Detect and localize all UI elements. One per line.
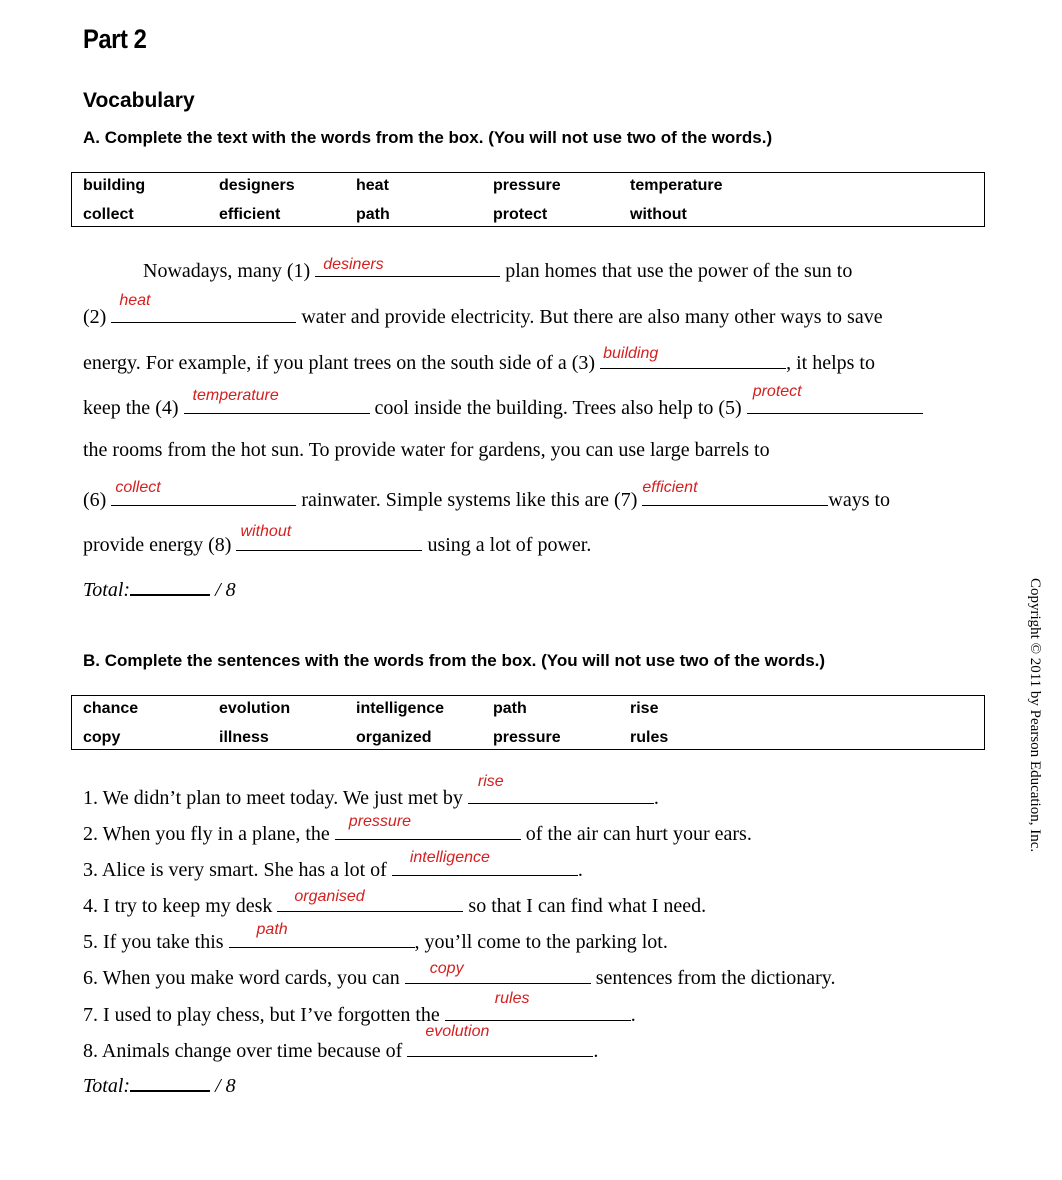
total-score-b: Total: / 8 bbox=[83, 1072, 236, 1098]
answer-blank[interactable] bbox=[405, 960, 591, 984]
part-title: Part 2 bbox=[83, 24, 147, 54]
section-b-instruction: B. Complete the sentences with the words from the box. (You will not use two of the words.) bbox=[83, 651, 826, 670]
sentence-6: 6. When you make word cards, you can copy sentences from the dictionary. bbox=[83, 960, 836, 989]
vocabulary-heading: Vocabulary bbox=[83, 89, 195, 112]
sentence-8: 8. Animals change over time because of evolution . bbox=[83, 1023, 599, 1062]
answer-blank[interactable] bbox=[392, 849, 578, 876]
box-word: pressure bbox=[493, 729, 561, 746]
box-word: illness bbox=[219, 729, 269, 746]
passage-line-2: (2) heat water and provide electricity. But there are also many other ways to save bbox=[83, 292, 883, 328]
answer-text: copy bbox=[429, 960, 464, 977]
box-word: copy bbox=[83, 729, 121, 746]
word-box-b bbox=[71, 695, 985, 750]
passage-line-1: Nowadays, many (1) desiners plan homes that use the power of the sun to bbox=[143, 256, 853, 282]
answer-blank[interactable] bbox=[468, 773, 654, 804]
answer-blank[interactable] bbox=[236, 523, 422, 551]
answer-blank[interactable] bbox=[642, 479, 828, 506]
answer-blank[interactable] bbox=[184, 387, 370, 414]
box-word: building bbox=[83, 177, 146, 194]
answer-blank[interactable] bbox=[277, 888, 463, 912]
passage-line-7: provide energy (8) without using a lot of power. bbox=[83, 523, 592, 556]
answer-text: pressure bbox=[348, 813, 412, 830]
box-word: without bbox=[630, 206, 687, 223]
answer-text: evolution bbox=[425, 1023, 490, 1040]
box-word: rules bbox=[630, 729, 669, 746]
box-word: temperature bbox=[630, 177, 723, 194]
sentence-4: 4. I try to keep my desk organised so that I can find what I need. bbox=[83, 888, 707, 917]
box-word: path bbox=[356, 206, 390, 223]
answer-text: desiners bbox=[323, 256, 384, 273]
sentence-7: 7. I used to play chess, but I’ve forgotten the rules . bbox=[83, 990, 636, 1026]
box-word: pressure bbox=[493, 177, 561, 194]
box-word: designers bbox=[219, 177, 295, 194]
answer-text: protect bbox=[752, 383, 802, 400]
answer-blank[interactable] bbox=[111, 292, 296, 323]
answer-text: organised bbox=[294, 888, 365, 905]
passage-line-6: (6) collect rainwater. Simple systems like this are (7) efficient ways to bbox=[83, 479, 891, 511]
answer-blank[interactable] bbox=[111, 479, 296, 506]
box-word: efficient bbox=[219, 206, 281, 223]
answer-text: temperature bbox=[192, 387, 279, 404]
passage-line-5: the rooms from the hot sun. To provide water for gardens, you can use large barrels to bbox=[83, 439, 770, 461]
answer-text: building bbox=[603, 345, 659, 362]
score-blank[interactable] bbox=[130, 1072, 210, 1092]
box-word: intelligence bbox=[356, 700, 445, 717]
answer-text: intelligence bbox=[409, 849, 490, 866]
passage-line-4: keep the (4) temperature cool inside the building. Trees also help to (5) protect bbox=[83, 393, 923, 420]
box-word: protect bbox=[493, 206, 548, 223]
answer-blank[interactable] bbox=[229, 921, 415, 948]
answer-text: without bbox=[240, 523, 292, 540]
answer-text: heat bbox=[119, 292, 151, 309]
total-score-a: Total: / 8 bbox=[83, 576, 236, 602]
answer-blank[interactable] bbox=[600, 345, 786, 369]
answer-text: efficient bbox=[642, 479, 698, 496]
sentence-3: 3. Alice is very smart. She has a lot of intelligence . bbox=[83, 849, 583, 881]
passage-line-3: energy. For example, if you plant trees on the south side of a (3) building , it helps to bbox=[83, 345, 875, 374]
sentence-2: 2. When you fly in a plane, the pressure of the air can hurt your ears. bbox=[83, 813, 752, 845]
answer-blank[interactable] bbox=[335, 813, 521, 840]
score-blank[interactable] bbox=[130, 576, 210, 596]
answer-blank[interactable] bbox=[407, 1023, 593, 1057]
sentence-5: 5. If you take this path , you’ll come to the parking lot. bbox=[83, 921, 668, 953]
answer-blank[interactable] bbox=[445, 990, 631, 1021]
box-word: path bbox=[493, 700, 527, 717]
box-word: chance bbox=[83, 700, 139, 717]
word-box-a bbox=[71, 172, 985, 227]
box-word: organized bbox=[356, 729, 432, 746]
box-word: heat bbox=[356, 177, 389, 194]
answer-blank[interactable] bbox=[315, 256, 500, 277]
answer-text: rules bbox=[494, 990, 530, 1007]
box-word: evolution bbox=[219, 700, 291, 717]
answer-blank[interactable] bbox=[747, 383, 923, 414]
section-a-instruction: A. Complete the text with the words from the box. (You will not use two of the words.) bbox=[83, 128, 773, 147]
box-word: collect bbox=[83, 206, 134, 223]
answer-text: rise bbox=[477, 773, 504, 790]
copyright-notice: Copyright © 2011 by Pearson Education, Inc. bbox=[1027, 578, 1043, 853]
answer-text: path bbox=[256, 921, 288, 938]
box-word: rise bbox=[630, 700, 659, 717]
sentence-1: 1. We didn’t plan to meet today. We just met by rise . bbox=[83, 773, 659, 809]
answer-text: collect bbox=[115, 479, 161, 496]
